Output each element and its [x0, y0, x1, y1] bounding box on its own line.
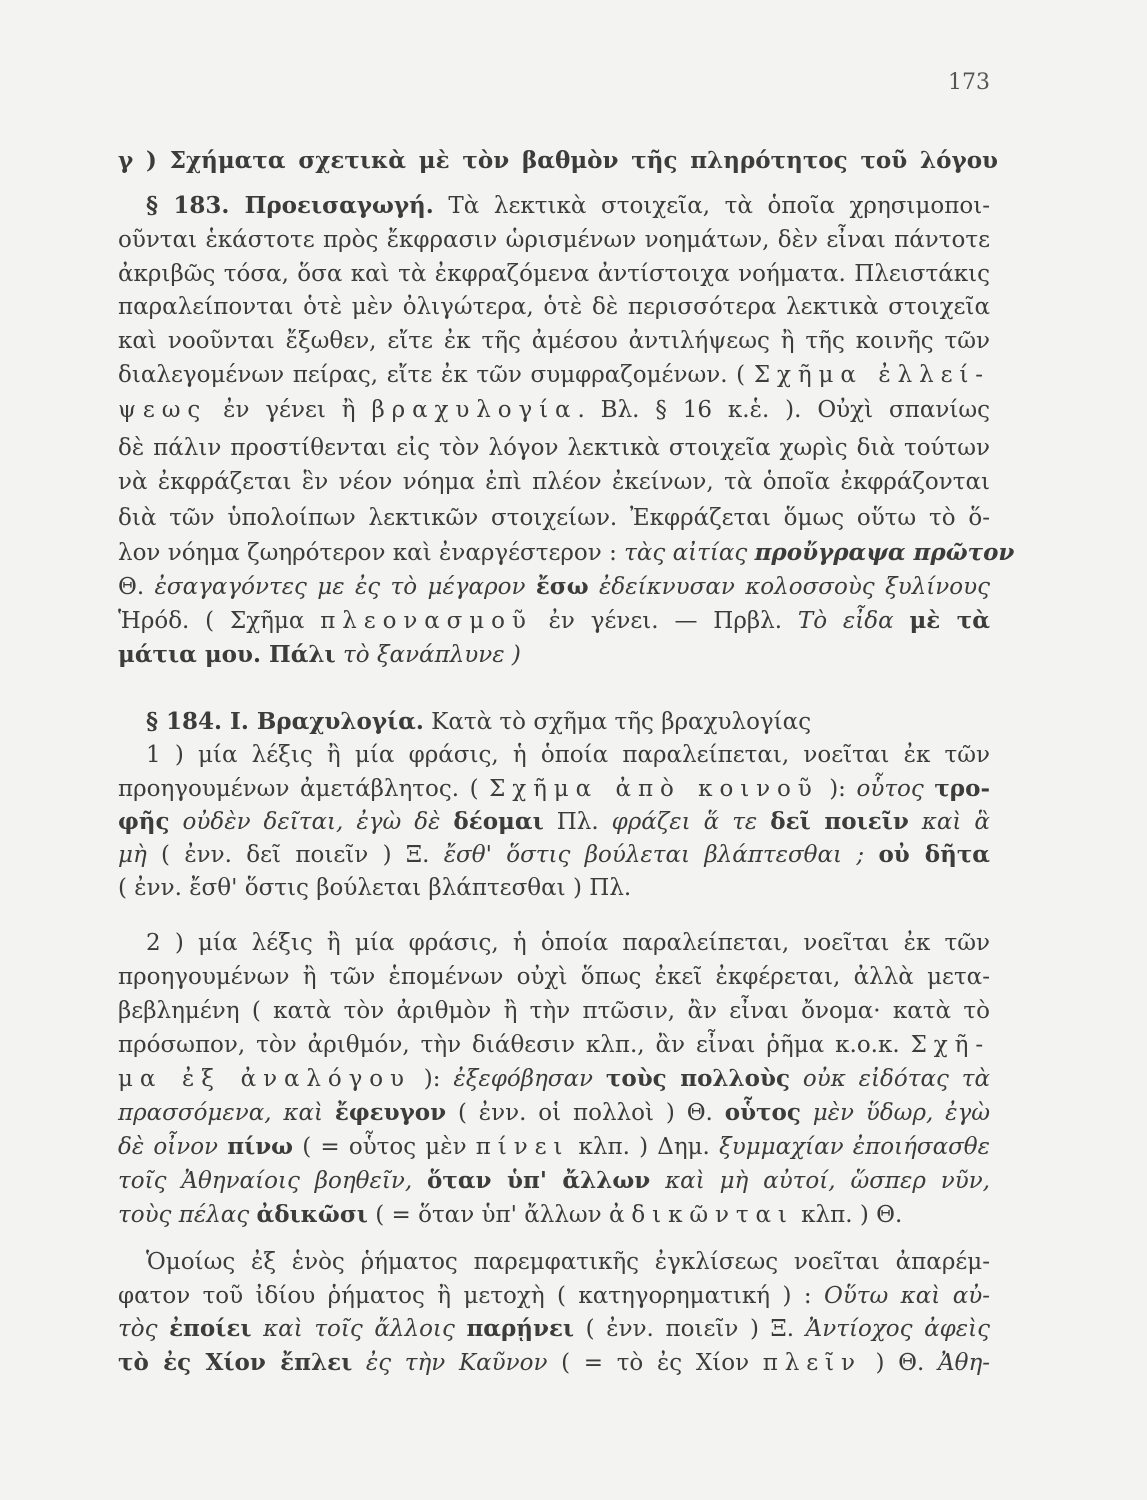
- text-segment: § 184. Ι. Βραχυλογία.: [146, 708, 424, 735]
- text-segment: δὲ οἶνον: [118, 1134, 228, 1160]
- text-segment: ἀδικῶσι: [256, 1201, 368, 1228]
- text-segment: κλπ. ) Δημ.: [569, 1134, 720, 1160]
- text-segment: μὴ: [118, 842, 147, 868]
- text-segment: οὐδὲν δεῖται, ἐγὼ δὲ: [169, 809, 454, 835]
- text-segment: ἐδείκνυσαν κολοσσοὺς ξυλίνους: [588, 574, 990, 600]
- text-segment: παραλείπονται ὁτὲ μὲν ὀλιγώτερα, ὁτὲ δὲ περισσότερα λεκτικὰ στοιχεῖα: [118, 294, 990, 320]
- text-segment: πίνω: [227, 1133, 294, 1160]
- text-segment: ἐς τὴν Καῦνον: [352, 1350, 562, 1376]
- text-segment: Τὸ εἶδα: [797, 608, 910, 634]
- text-line: [118, 1200, 990, 1230]
- text-segment: φῆς: [118, 808, 170, 835]
- text-segment: Κατὰ τὸ σχῆμα τῆς βραχυλογίας: [423, 709, 812, 735]
- text-segment: Σχῆμα ἐλλεί-: [753, 362, 990, 388]
- text-line: [146, 740, 990, 770]
- text-segment: Ἀθη-: [938, 1350, 991, 1376]
- text-line: [118, 259, 990, 289]
- text-segment: ψεως: [118, 397, 208, 423]
- text-line: [118, 962, 990, 992]
- text-segment: πίνει: [475, 1134, 570, 1160]
- text-segment: οὗτος: [724, 1099, 801, 1126]
- text-segment: καὶ νοοῦνται ἔξωθεν, εἴτε ἐκ τῆς ἀμέσου ἀντιλήψεως ἢ τῆς κοινῆς τῶν: [118, 328, 990, 354]
- text-segment: ( = ὅταν ὑπ' ἄλλων: [367, 1202, 609, 1228]
- text-segment: Ἀντίοχος ἀφεὶς: [805, 1316, 991, 1342]
- text-line: [118, 572, 990, 602]
- text-line: [118, 840, 990, 870]
- text-segment: μὲ τὰ: [909, 607, 990, 634]
- text-line: [118, 1030, 990, 1060]
- text-segment: ἐσαγαγόντες με ἐς τὸ μέγαρον: [154, 574, 536, 600]
- text-segment: Σχῆ-: [910, 1032, 990, 1058]
- text-segment: τὸ ξανάπλυνε ): [335, 642, 521, 668]
- text-line: [118, 225, 990, 255]
- text-segment: τὸ ἐς Χίον ἔπλει: [118, 1349, 353, 1376]
- text-segment: προὔγραψα πρῶτον: [754, 539, 1015, 566]
- text-segment: τρο-: [934, 775, 990, 802]
- text-segment: διὰ τῶν ὑπολοίπων λεκτικῶν στοιχείων. Ἐκφράζεται ὅμως οὕτω τὸ ὅ-: [118, 505, 990, 531]
- text-segment: μάτια μου. Πάλι: [118, 641, 336, 668]
- text-line: [118, 606, 990, 636]
- text-line: [118, 395, 990, 425]
- text-segment: . Βλ. § 16 κ.ἑ. ). Οὐχὶ σπανίως: [577, 397, 990, 423]
- text-line: [118, 1132, 990, 1162]
- text-segment: καὶ τοῖς ἄλλοις: [251, 1316, 467, 1342]
- text-segment: κλπ. ) Θ.: [793, 1202, 903, 1228]
- text-segment: τὸς: [118, 1316, 170, 1342]
- text-segment: δεῖ ποιεῖν: [770, 808, 909, 835]
- text-line: [118, 1064, 990, 1094]
- section-heading: [146, 707, 990, 737]
- text-segment: νὰ ἐκφράζεται ἓν νέον νόημα ἐπὶ πλέον ἐκείνων, τὰ ὁποῖα ἐκφράζονται: [118, 469, 990, 495]
- text-segment: δέομαι: [453, 808, 544, 835]
- text-segment: πλεονασμοῦ: [320, 608, 533, 634]
- text-segment: προηγουμένων ἢ τῶν ἑπομένων οὐχὶ ὅπως ἐκεῖ ἐκφέρεται, ἀλλὰ μετα-: [118, 964, 990, 990]
- text-segment: ἐν γένει ἢ: [207, 397, 372, 423]
- text-line: [118, 326, 990, 356]
- text-segment: 2 ) μία λέξις ἢ μία φράσις, ἡ ὁποία παραλείπεται, νοεῖται ἐκ τῶν: [146, 930, 990, 956]
- text-line: [146, 928, 990, 958]
- text-segment: οῦνται ἑκάστοτε πρὸς ἔκφρασιν ὡρισμένων νοημάτων, δὲν εἶναι πάντοτε: [118, 227, 990, 253]
- text-segment: δὲ πάλιν προστίθενται εἰς τὸν λόγον λεκτικὰ στοιχεῖα χωρὶς διὰ τούτων: [118, 435, 990, 461]
- text-segment: ( ἐνν. ἔσθ' ὅστις βούλεται βλάπτεσθαι ) Πλ.: [118, 875, 632, 901]
- text-line: [118, 360, 990, 390]
- text-segment: ( = οὗτος μὲν: [293, 1134, 476, 1160]
- text-segment: ἀδικῶνται: [608, 1202, 794, 1228]
- text-segment: οὐκ εἰδότας τὰ: [789, 1066, 990, 1092]
- text-segment: § 183. Προεισαγωγή.: [146, 192, 434, 219]
- text-segment: πλεῖν: [762, 1350, 862, 1376]
- text-segment: Ὁμοίως ἐξ ἑνὸς ῥήματος παρεμφατικῆς ἐγκλίσεως νοεῖται ἀπαρέμ-: [146, 1249, 990, 1275]
- text-line: [118, 538, 1015, 568]
- text-segment: ):: [818, 776, 857, 802]
- text-segment: πρασσόμενα, καὶ: [118, 1100, 335, 1126]
- text-line: [118, 1281, 990, 1311]
- text-segment: φράζει ἅ τε: [611, 809, 771, 835]
- text-segment: 1 ) μία λέξις ἢ μία φράσις, ἡ ὁποία παραλείπεται, νοεῖται ἐκ τῶν: [146, 742, 990, 768]
- text-segment: λον νόημα ζωηρότερον καὶ ἐναργέστερον :: [118, 540, 625, 566]
- text-segment: οὗτος: [856, 776, 935, 802]
- text-line: [146, 1247, 990, 1277]
- text-segment: πρόσωπον, τὸν ἀριθμόν, τὴν διάθεσιν κλπ., ἂν εἶναι ῥῆμα κ.ο.κ.: [118, 1032, 911, 1058]
- text-line: [118, 1166, 990, 1196]
- text-segment: Θ.: [118, 574, 155, 600]
- text-segment: παρῄνει: [466, 1315, 575, 1342]
- text-segment: γ ) Σχήματα σχετικὰ μὲ τὸν βαθμὸν τῆς πληρότητος τοῦ λόγου: [118, 147, 998, 174]
- text-segment: βραχυλογία: [371, 397, 578, 423]
- text-segment: ἐν γένει. — Πρβλ.: [532, 608, 798, 634]
- text-segment: ἀκριβῶς τόσα, ὅσα καὶ τὰ ἐκφραζόμενα ἀντίστοιχα νοήματα. Πλειστάκις: [118, 261, 990, 287]
- text-segment: ἔφευγον: [334, 1099, 447, 1126]
- text-segment: προηγουμένων ἀμετάβλητος. (: [118, 776, 490, 802]
- text-segment: ἐποίει: [169, 1315, 252, 1342]
- text-segment: καὶ ἃ: [908, 809, 990, 835]
- text-segment: Οὕτω καὶ αὐ-: [823, 1283, 990, 1309]
- text-segment: μα ἐξ ἀναλόγου: [118, 1066, 411, 1092]
- text-line: [118, 467, 990, 497]
- text-segment: βεβλημένη ( κατὰ τὸν ἀριθμὸν ἢ τὴν πτῶσιν, ἂν εἶναι ὄνομα· κατὰ τὸ: [118, 998, 990, 1024]
- text-line: [146, 191, 990, 221]
- text-segment: ( ἐνν. οἱ πολλοὶ ) Θ.: [446, 1100, 725, 1126]
- text-segment: ( ἐνν. ποιεῖν ) Ξ.: [574, 1316, 806, 1342]
- text-segment: ) Θ.: [861, 1350, 938, 1376]
- text-segment: διαλεγομένων πείρας, εἴτε ἐκ τῶν συμφραζομένων. (: [118, 362, 754, 388]
- text-line: [118, 807, 990, 837]
- text-segment: φατον τοῦ ἰδίου ῥήματος ἢ μετοχὴ ( κατηγορηματική ) :: [118, 1283, 824, 1309]
- text-segment: Πλ.: [543, 809, 612, 835]
- text-segment: Τὰ λεκτικὰ στοιχεῖα, τὰ ὁποῖα χρησιμοποι-: [433, 193, 990, 219]
- text-segment: τοῖς Ἀθηναίοις βοηθεῖν,: [118, 1168, 427, 1194]
- text-segment: ):: [410, 1066, 454, 1092]
- text-segment: ( = τὸ ἐς Χίον: [561, 1350, 763, 1376]
- text-segment: τοὺς πέλας: [118, 1202, 257, 1228]
- text-segment: ὅταν ὑπ' ἄλλων: [427, 1167, 651, 1194]
- text-line: [118, 774, 990, 804]
- text-line: [118, 996, 990, 1026]
- text-segment: οὐ δῆτα: [878, 841, 990, 868]
- page-number: 173: [948, 70, 990, 95]
- text-segment: τὰς αἰτίας: [624, 540, 755, 566]
- text-segment: Σχῆμα ἀπὸ κοινοῦ: [489, 776, 819, 802]
- text-segment: ( ἐνν. δεῖ ποιεῖν ) Ξ.: [146, 842, 444, 868]
- text-line: [118, 640, 990, 670]
- text-line: [118, 873, 990, 903]
- text-line: [118, 1314, 990, 1344]
- section-heading: [118, 146, 998, 176]
- text-segment: μὲν ὕδωρ, ἐγὼ: [800, 1100, 990, 1126]
- text-segment: τοὺς πολλοὺς: [605, 1065, 790, 1092]
- text-line: [118, 1348, 990, 1378]
- text-line: [118, 292, 990, 322]
- text-line: [118, 503, 990, 533]
- text-segment: ξυμμαχίαν ἐποιήσασθε: [719, 1134, 990, 1160]
- text-line: [118, 433, 990, 463]
- text-segment: Ἡρόδ. ( Σχῆμα: [118, 608, 321, 634]
- text-segment: καὶ μὴ αὐτοί, ὥσπερ νῦν,: [650, 1168, 990, 1194]
- text-line: [118, 1098, 990, 1128]
- text-segment: ἔσω: [535, 573, 589, 600]
- text-segment: ἔσθ' ὅστις βούλεται βλάπτεσθαι ;: [443, 842, 879, 868]
- text-segment: ἐξεφόβησαν: [453, 1066, 606, 1092]
